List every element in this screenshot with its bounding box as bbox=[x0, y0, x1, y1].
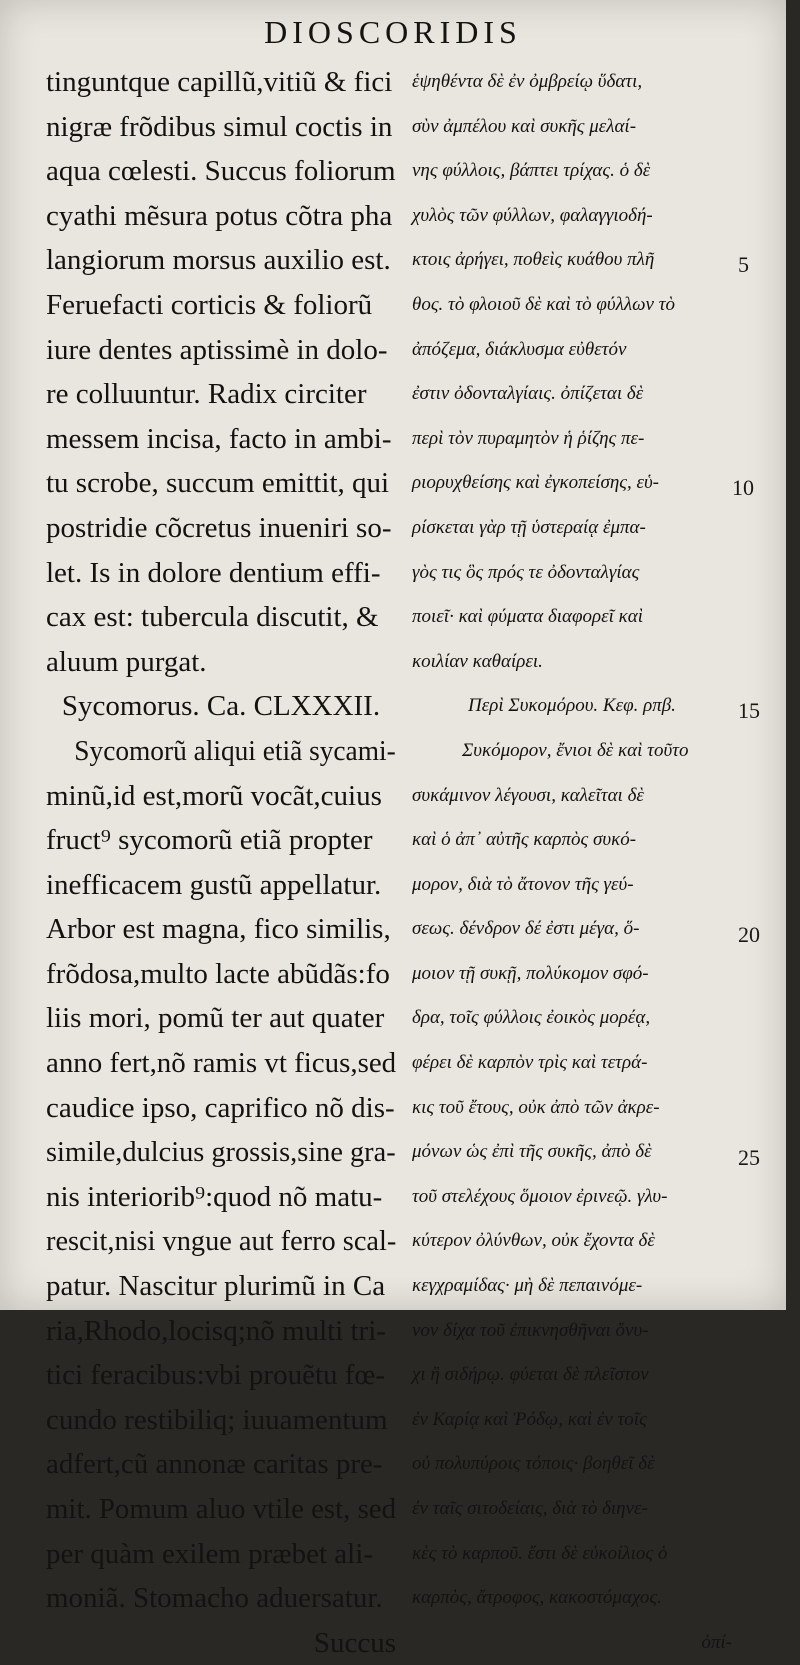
latin-text-line: rescit,nisi vngue aut ferro scal- bbox=[46, 1225, 397, 1258]
chapter-heading-latin: Sycomorus. Ca. CLXXXII. bbox=[61, 690, 381, 723]
latin-column bbox=[46, 60, 396, 1665]
latin-text-line: Feruefacti corticis & foliorũ bbox=[46, 288, 373, 321]
greek-text-line: σὺν ἀμπέλου καὶ συκῆς μελαί- bbox=[412, 115, 637, 137]
greek-text-line: τοῦ στελέχους ὅμοιον ἐρινεῷ. γλυ- bbox=[412, 1185, 668, 1207]
latin-text-line: cyathi mẽsura potus cõtra pha bbox=[46, 199, 393, 232]
greek-text-line: σεως. δένδρον δέ ἐστι μέγα, ὅ- bbox=[412, 918, 640, 940]
greek-text-line: ἐν Καρίᾳ καὶ Ῥόδῳ, καὶ ἐν τοῖς bbox=[412, 1408, 647, 1430]
catchword: Succus bbox=[313, 1626, 396, 1659]
latin-text-line: aluum purgat. bbox=[46, 645, 207, 678]
greek-text-line: ἀπόζεμα, διάκλυσμα εὐθετόν bbox=[412, 338, 627, 360]
greek-text-line: ἑψηθέντα δὲ ἐν ὀμβρείῳ ὕδατι, bbox=[412, 71, 643, 92]
latin-text-line: patur. Nascitur plurimũ in Ca bbox=[46, 1270, 386, 1303]
latin-text-line: fruct⁹ sycomorũ etiã propter bbox=[46, 824, 373, 857]
greek-text-line: δρα, τοῖς φύλλοις ἐοικὸς μορέᾳ, bbox=[412, 1007, 651, 1029]
margin-number-25: 25 bbox=[738, 1145, 760, 1170]
latin-text-line: anno fert,nõ ramis vt ficus,sed bbox=[46, 1047, 397, 1080]
greek-text-line: κοιλίαν καθαίρει. bbox=[412, 650, 543, 672]
greek-text-line: χυλὸς τῶν φύλλων, φαλαγγιοδή- bbox=[412, 204, 653, 226]
latin-text-line: caudice ipso, caprifico nõ dis- bbox=[46, 1091, 395, 1124]
latin-text-line: Arbor est magna, fico similis, bbox=[46, 913, 391, 946]
latin-text-line: nigræ frõdibus simul coctis in bbox=[46, 110, 393, 143]
latin-text-line: minũ,id est,morũ vocãt,cuius bbox=[46, 779, 382, 812]
margin-number-15: 15 bbox=[738, 698, 760, 723]
greek-text-line: χι ἢ σιδήρῳ. φύεται δὲ πλεῖστον bbox=[412, 1364, 649, 1386]
greek-text-line: περὶ τὸν πυραμητὸν ἡ ῥίζης πε- bbox=[412, 427, 645, 449]
chapter-heading-greek: Περὶ Συκομόρου. Κεφ. ρπβ. bbox=[468, 695, 676, 717]
greek-text-line: ποιεῖ· καὶ φύματα διαφορεῖ καὶ bbox=[412, 606, 644, 628]
greek-text-line: ἐστιν ὀδονταλγίαις. ὀπίζεται δὲ bbox=[412, 383, 644, 405]
latin-text-line: cundo restibiliq; iuuamentum bbox=[46, 1403, 388, 1436]
greek-text-line: καρπὸς, ἄτροφος, κακοστόμαχος. bbox=[412, 1587, 662, 1609]
latin-text-line: frõdosa,multo lacte abũdãs:fo bbox=[46, 957, 390, 990]
greek-text-line: κεγχραμίδας· μὴ δὲ πεπαινόμε- bbox=[412, 1275, 643, 1297]
latin-text-line: per quàm exilem præbet ali- bbox=[46, 1537, 373, 1570]
margin-number-20: 20 bbox=[738, 922, 760, 947]
greek-text-line: νον δίχα τοῦ ἐπικνησθῆναι ὄνυ- bbox=[412, 1319, 649, 1341]
greek-text-line: οὐ πολυπύροις τόποις· βοηθεῖ δὲ bbox=[412, 1453, 655, 1475]
latin-text-line: simile,dulcius grossis,sine gra- bbox=[46, 1136, 396, 1169]
greek-text-line: νης φύλλοις, βάπτει τρίχας. ὁ δὲ bbox=[412, 160, 651, 182]
latin-text-line: postridie cõcretus inueniri so- bbox=[46, 511, 392, 544]
latin-text-line: adfert,cũ annonæ caritas pre- bbox=[46, 1448, 383, 1481]
latin-text-line: mit. Pomum aluo vtile est, sed bbox=[46, 1493, 397, 1525]
greek-text-line: γὸς τις ὃς πρός τε ὀδονταλγίας bbox=[412, 561, 640, 583]
greek-text-line: συκάμινον λέγουσι, καλεῖται δὲ bbox=[412, 784, 644, 806]
latin-text-line: tici feracibus:vbi prouẽtu fœ- bbox=[46, 1359, 386, 1392]
greek-text-line: ἐν ταῖς σιτοδείαις, διὰ τὸ διηνε- bbox=[412, 1498, 648, 1519]
running-head: DIOSCORIDIS bbox=[264, 14, 522, 50]
greek-text-line: μόνων ὡς ἐπὶ τῆς συκῆς, ἀπὸ δὲ bbox=[412, 1141, 652, 1163]
greek-text-line: Συκόμορον, ἔνιοι δὲ καὶ τοῦτο bbox=[462, 739, 689, 761]
latin-text-line: aqua cœlesti. Succus foliorum bbox=[46, 155, 396, 188]
latin-text-line: tinguntque capillũ,vitiũ & fici bbox=[46, 66, 393, 98]
latin-text-line: cax est: tubercula discutit, & bbox=[46, 601, 379, 634]
greek-text-line: κύτερον ὀλύνθων, οὐκ ἔχοντα δὲ bbox=[412, 1230, 655, 1252]
latin-text-line: messem incisa, facto in ambi- bbox=[46, 422, 392, 455]
greek-catchword: ὀπί- bbox=[701, 1631, 732, 1653]
greek-text-line: φέρει δὲ καρπὸν τρὶς καὶ τετρά- bbox=[412, 1052, 648, 1074]
greek-text-line: κτοις ἀρήγει, ποθεὶς κυάθου πλῆ bbox=[412, 249, 655, 271]
greek-text-line: μοιον τῇ συκῇ, πολύκομον σφό- bbox=[412, 962, 649, 984]
latin-text-line: Sycomorũ aliqui etiã sycami- bbox=[74, 734, 396, 767]
latin-text-line: tu scrobe, succum emittit, qui bbox=[46, 467, 390, 500]
greek-text-line: ρίσκεται γὰρ τῇ ὑστεραίᾳ ἐμπα- bbox=[412, 516, 646, 538]
greek-text-line: ριορυχθείσης καὶ ἐγκοπείσης, εὑ- bbox=[412, 472, 659, 494]
greek-text-line: κις τοῦ ἔτους, οὐκ ἀπὸ τῶν ἀκρε- bbox=[412, 1096, 660, 1118]
latin-text-line: moniã. Stomacho aduersatur. bbox=[46, 1582, 383, 1615]
greek-text-line: μορον, διὰ τὸ ἄτονον τῆς γεύ- bbox=[412, 873, 634, 895]
margin-number-10: 10 bbox=[732, 475, 754, 500]
greek-text-line: κὲς τὸ καρποῦ. ἔστι δὲ εὐκοίλιος ὁ bbox=[412, 1542, 668, 1564]
latin-text-line: let. Is in dolore dentium effi- bbox=[46, 556, 381, 589]
latin-text-line: nis interiorib⁹:quod nõ matu- bbox=[46, 1180, 383, 1213]
greek-text-line: καὶ ὁ ἀπ᾽ αὐτῆς καρπὸς συκό- bbox=[412, 829, 637, 851]
greek-text-line: θος. τὸ φλοιοῦ δὲ καὶ τὸ φύλλων τὸ bbox=[412, 293, 676, 315]
latin-text-line: re colluuntur. Radix circiter bbox=[46, 378, 367, 411]
greek-column bbox=[412, 60, 732, 1665]
latin-text-line: iure dentes aptissimè in dolo- bbox=[46, 333, 388, 366]
latin-text-line: langiorum morsus auxilio est. bbox=[46, 244, 391, 277]
margin-number-5: 5 bbox=[738, 252, 749, 277]
latin-text-line: liis mori, pomũ ter aut quater bbox=[46, 1002, 385, 1035]
latin-text-line: ria,Rhodo,locisq;nõ multi tri- bbox=[46, 1314, 386, 1347]
latin-text-line: inefficacem gustũ appellatur. bbox=[46, 868, 382, 901]
